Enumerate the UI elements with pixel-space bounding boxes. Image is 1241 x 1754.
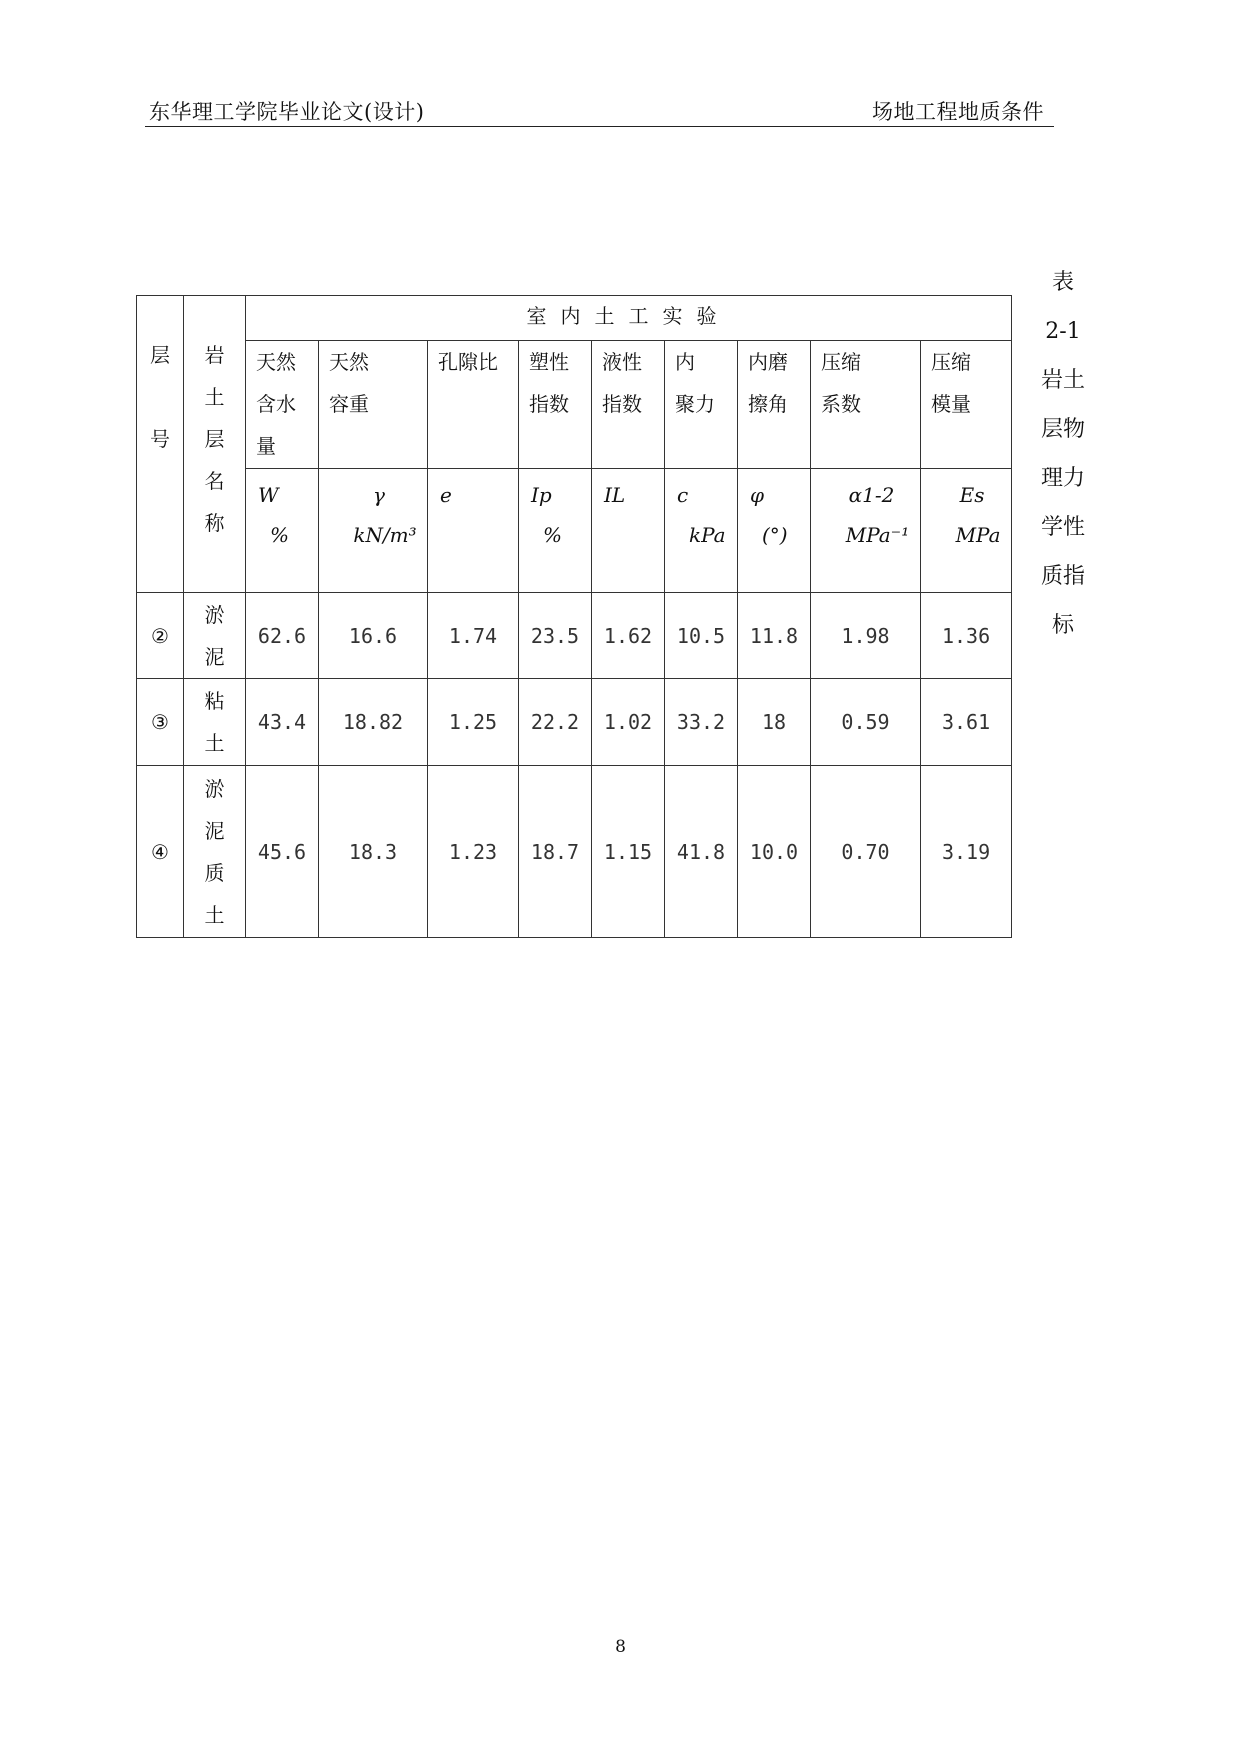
param-symbol: IL — [604, 483, 626, 507]
param-symbol-cell — [519, 469, 592, 593]
value-cell: 18.3 — [319, 766, 428, 938]
layer-number: ④ — [137, 766, 184, 938]
page-header — [145, 96, 1054, 127]
value-cell: 1.36 — [921, 593, 1012, 679]
soil-name — [184, 679, 246, 766]
soil-name-char: 淤 — [204, 602, 225, 627]
value-cell: 1.62 — [592, 593, 665, 679]
header-text: 层 — [204, 427, 225, 451]
value-cell: 33.2 — [665, 679, 738, 766]
header-text: 液性 — [602, 350, 642, 374]
param-symbol: e — [440, 483, 452, 507]
param-symbol-cell — [592, 469, 665, 593]
param-symbol: W — [258, 483, 279, 507]
caption-line: 理力 — [1040, 466, 1085, 491]
table-row — [137, 593, 1012, 679]
value-cell: 0.59 — [811, 679, 921, 766]
param-name-void-ratio — [428, 341, 519, 469]
header-text: 压缩 — [821, 350, 861, 374]
value-cell: 1.98 — [811, 593, 921, 679]
param-symbol: φ — [750, 483, 765, 507]
param-name-unit-weight — [319, 341, 428, 469]
param-symbol-cell — [319, 469, 428, 593]
header-text: 容重 — [329, 392, 369, 416]
param-symbol: γ — [373, 483, 385, 507]
param-name-compression-modulus — [921, 341, 1012, 469]
layer-number-header — [137, 296, 184, 593]
chapter-title: 场地工程地质条件 — [872, 100, 1044, 124]
value-cell: 1.23 — [428, 766, 519, 938]
value-cell: 23.5 — [519, 593, 592, 679]
param-unit: % — [543, 523, 563, 547]
value-cell: 16.6 — [319, 593, 428, 679]
value-cell: 22.2 — [519, 679, 592, 766]
thesis-title: 东华理工学院毕业论文(设计) — [149, 100, 425, 124]
param-unit: (°) — [762, 523, 788, 547]
caption-line: 2-1 — [1045, 319, 1081, 344]
value-cell: 1.74 — [428, 593, 519, 679]
caption-line: 岩土 — [1040, 368, 1085, 393]
param-symbol-cell — [921, 469, 1012, 593]
param-symbol: c — [677, 483, 689, 507]
header-text: 量 — [256, 434, 276, 458]
header-text: 模量 — [931, 392, 971, 416]
value-cell: 1.15 — [592, 766, 665, 938]
value-cell: 3.61 — [921, 679, 1012, 766]
header-text: 孔隙比 — [438, 350, 498, 374]
soil-name-char: 粘 — [204, 689, 225, 713]
param-symbol: α1-2 — [848, 483, 895, 507]
value-cell: 45.6 — [246, 766, 319, 938]
soil-name-char: 淤 — [204, 776, 225, 801]
header-text: 号 — [150, 427, 170, 451]
header-text: 塑性 — [529, 350, 569, 374]
soil-name-char: 泥 — [204, 818, 225, 843]
value-cell: 10.5 — [665, 593, 738, 679]
table-caption — [1033, 258, 1093, 650]
value-cell: 1.02 — [592, 679, 665, 766]
caption-line: 层物 — [1040, 417, 1085, 442]
value-cell: 11.8 — [738, 593, 811, 679]
header-text: 土 — [204, 385, 225, 409]
param-symbol-cell — [428, 469, 519, 593]
param-name-water-content — [246, 341, 319, 469]
soil-name — [184, 766, 246, 938]
header-text: 内 — [675, 350, 695, 374]
param-symbol: Ip — [531, 483, 552, 507]
header-text: 系数 — [821, 392, 861, 416]
param-symbol-cell — [738, 469, 811, 593]
caption-line: 表 — [1051, 270, 1074, 295]
soil-name-header — [184, 296, 246, 593]
param-name-compression-coefficient — [811, 341, 921, 469]
header-text: 含水 — [256, 392, 296, 416]
param-name-friction-angle — [738, 341, 811, 469]
param-name-liquidity-index — [592, 341, 665, 469]
value-cell: 18 — [738, 679, 811, 766]
value-cell: 3.19 — [921, 766, 1012, 938]
value-cell: 41.8 — [665, 766, 738, 938]
value-cell: 1.25 — [428, 679, 519, 766]
param-name-plasticity-index — [519, 341, 592, 469]
header-text: 压缩 — [931, 350, 971, 374]
soil-name — [184, 593, 246, 679]
caption-line: 质指 — [1040, 564, 1085, 589]
header-text: 层 — [150, 343, 170, 367]
param-unit: kPa — [689, 523, 726, 547]
table-row — [137, 679, 1012, 766]
page-number: 8 — [615, 1637, 626, 1657]
header-text: 天然 — [256, 350, 296, 374]
caption-line: 学性 — [1040, 515, 1085, 540]
value-cell: 18.7 — [519, 766, 592, 938]
lab-test-group-header: 室内土工实验 — [246, 296, 1012, 341]
header-text: 岩 — [204, 343, 225, 367]
value-cell: 62.6 — [246, 593, 319, 679]
header-text: 擦角 — [748, 392, 788, 416]
param-symbol-cell — [811, 469, 921, 593]
header-text: 指数 — [529, 392, 569, 416]
param-unit: kN/m³ — [353, 523, 417, 547]
value-cell: 10.0 — [738, 766, 811, 938]
header-text: 称 — [204, 511, 225, 535]
param-name-cohesion — [665, 341, 738, 469]
param-symbol-cell — [665, 469, 738, 593]
soil-name-char: 质 — [204, 860, 225, 885]
soil-properties-table — [136, 295, 1012, 938]
param-symbol-cell — [246, 469, 319, 593]
soil-name-char: 土 — [204, 731, 225, 755]
header-text: 内磨 — [748, 350, 788, 374]
header-text: 指数 — [602, 392, 642, 416]
table-row — [137, 766, 1012, 938]
header-text: 聚力 — [675, 392, 715, 416]
layer-number: ③ — [137, 679, 184, 766]
value-cell: 43.4 — [246, 679, 319, 766]
soil-name-char: 泥 — [204, 644, 225, 669]
param-unit: MPa⁻¹ — [845, 523, 910, 547]
soil-name-char: 土 — [204, 902, 225, 927]
param-unit: % — [270, 523, 290, 547]
caption-line: 标 — [1051, 613, 1074, 638]
header-text: 名 — [204, 469, 225, 493]
value-cell: 18.82 — [319, 679, 428, 766]
param-symbol: Es — [959, 483, 985, 507]
layer-number: ② — [137, 593, 184, 679]
header-text: 天然 — [329, 350, 369, 374]
value-cell: 0.70 — [811, 766, 921, 938]
param-unit: MPa — [955, 523, 1001, 547]
